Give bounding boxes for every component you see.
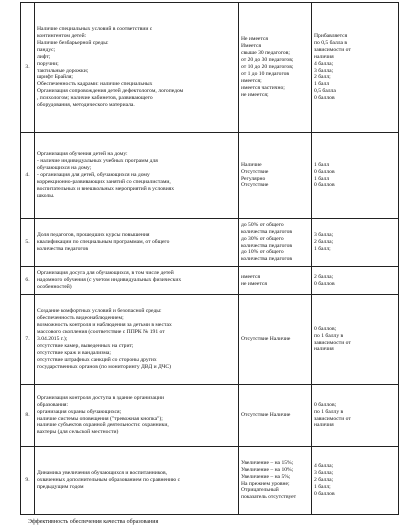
table-row xyxy=(21,267,399,295)
text-line: возможность контроля и наблюдения за детьми в местах xyxy=(37,322,172,329)
text-line: поручни; xyxy=(37,60,59,67)
criterion-cell xyxy=(35,447,239,515)
text-line: по 1 баллу в xyxy=(314,332,344,339)
text-line: Доля педагогов, прошедших курсы повышения xyxy=(37,232,150,239)
text-line: Организация обучения детей на дому: xyxy=(37,151,128,158)
text-line: 0 баллов xyxy=(314,490,335,497)
text-line: Прибавляется xyxy=(314,32,348,39)
text-line: 0 баллов; xyxy=(314,401,337,408)
text-line: не имеется xyxy=(241,280,267,287)
score-cell xyxy=(312,447,399,515)
row-number: 9. xyxy=(21,447,35,515)
score-cell xyxy=(312,133,399,219)
text-line: Динамика увеличения обучающихся и воспитанников, xyxy=(37,470,167,477)
text-line: Наличие безбарьерной среды: xyxy=(37,39,109,46)
text-line: по 1 баллу в xyxy=(314,408,344,415)
text-line: воспитательных и внешкольных мероприятий в условиях xyxy=(37,185,175,192)
text-line: вахтеры (для сельской местности) xyxy=(37,429,119,436)
text-line: от 10 до 20 педагогов; xyxy=(241,64,294,71)
text-line: 2 балл; xyxy=(314,74,331,81)
row-number: 5. xyxy=(21,219,35,267)
text-line: предыдущим годом xyxy=(37,483,84,490)
text-line: 0 баллов xyxy=(314,182,335,189)
options-cell xyxy=(239,3,312,133)
text-line: оборудования, методического материала. xyxy=(37,102,135,109)
text-line: Не имеется xyxy=(241,36,268,43)
text-line: 1 балл; xyxy=(314,245,331,252)
table-row xyxy=(21,295,399,385)
text-line: имеется xyxy=(241,273,261,280)
criteria-table xyxy=(20,2,399,515)
table-row xyxy=(21,385,399,447)
text-line: отсутствие камер, выведенных на стрит; xyxy=(37,342,134,349)
text-line: квалификации по специальным программам, от общего xyxy=(37,239,170,246)
text-line: от 20 до 30 педагогов; xyxy=(241,57,294,64)
text-line: лифт; xyxy=(37,53,51,60)
text-line: Наличие xyxy=(241,161,262,168)
text-line: - наличие индивидуальных учебных программ для xyxy=(37,158,158,165)
text-line: имеется; xyxy=(241,77,262,84)
text-line: 1 балл xyxy=(314,175,330,182)
text-line: 1 балл; xyxy=(314,483,331,490)
text-line: коррекционно-развивающих занятий со специалистами, xyxy=(37,178,171,185)
row-number: 6. xyxy=(21,267,35,295)
options-cell xyxy=(239,267,312,295)
row-number: 4. xyxy=(21,133,35,219)
text-line: массового скопления (соответствие с ППРК № 191 от xyxy=(37,329,165,336)
table-row xyxy=(21,133,399,219)
text-line: отсутствие штрафных санкций со стороны других xyxy=(37,356,157,363)
text-line: Наличие специальных условий в соответствии с xyxy=(37,26,153,33)
text-line: до 10% от общего xyxy=(241,249,284,256)
text-line: до 50% от общего xyxy=(241,221,284,228)
text-line: наличия xyxy=(314,53,334,60)
text-line: количества педагогов xyxy=(241,228,293,235)
text-line: Создание комфортных условий и безопасной среды: xyxy=(37,308,162,315)
score-cell xyxy=(312,267,399,295)
text-line: организация охраны обучающихся; xyxy=(37,408,122,415)
text-line: обеспеченность видеонаблюдением; xyxy=(37,315,124,322)
text-line: Организация контроля доступа в здание организации xyxy=(37,394,164,401)
text-line: зависимости от xyxy=(314,46,351,53)
text-line: особенностей) xyxy=(37,283,72,290)
text-line: 3.04.2015 г.); xyxy=(37,336,68,343)
table-row xyxy=(21,3,399,133)
text-line: - организация для детей, обучающихся на дому xyxy=(37,172,150,179)
options-cell xyxy=(239,219,312,267)
criterion-cell xyxy=(35,267,239,295)
text-line: 4 балла; xyxy=(314,463,334,470)
text-line: количества педагогов xyxy=(37,245,89,252)
text-line: Отсутствие xyxy=(241,182,269,189)
text-line: количества педагогов xyxy=(241,256,293,263)
text-line: по 0,5 балла в xyxy=(314,39,348,46)
text-line: не имеется; xyxy=(241,91,269,98)
text-line: свыше 30 педагогов; xyxy=(241,50,290,57)
text-line: наличия xyxy=(314,346,334,353)
text-line: Увеличение – на 15%; xyxy=(241,459,294,466)
text-line: наличие субъектов охранной деятельности: охранники, xyxy=(37,422,169,429)
row-number: 7. xyxy=(21,295,35,385)
text-line: 0,5 балла xyxy=(314,88,336,95)
text-line: от 1 до 10 педагогов xyxy=(241,70,290,77)
text-line: имеется частично; xyxy=(241,84,285,91)
options-cell xyxy=(239,447,312,515)
score-cell xyxy=(312,295,399,385)
text-line: 0 баллов xyxy=(314,280,335,287)
text-line: 3 балла; xyxy=(314,232,334,239)
text-line: контингентом детей: xyxy=(37,32,87,39)
criterion-cell xyxy=(35,3,239,133)
section-footer: Эффективность обеспечения качества образования xyxy=(28,519,159,525)
text-line: Увеличение – на 10%; xyxy=(241,466,294,473)
options-cell xyxy=(239,385,312,447)
text-line: отсутствие краж и вандализма; xyxy=(37,349,111,356)
table-row xyxy=(21,447,399,515)
text-line: Имеется xyxy=(241,43,262,50)
text-line: 2 балла; xyxy=(314,239,334,246)
score-cell xyxy=(312,385,399,447)
text-line: 4 балла; xyxy=(314,60,334,67)
text-line: Отсутствие Наличие xyxy=(241,412,291,419)
text-line: школы. xyxy=(37,192,55,199)
score-cell xyxy=(312,3,399,133)
text-line: охваченных дополнительным образованием по сравнению с xyxy=(37,477,181,484)
text-line: зависимости от xyxy=(314,339,351,346)
text-line: Отсутствие xyxy=(241,168,269,175)
criterion-cell xyxy=(35,295,239,385)
text-line: На прежнем уровне; xyxy=(241,480,290,487)
text-line: 3 балла; xyxy=(314,67,334,74)
options-cell xyxy=(239,295,312,385)
text-line: показатель отсутствует xyxy=(241,494,297,501)
table-row xyxy=(21,219,399,267)
text-line: Обеспеченность кадрами: наличие специальных xyxy=(37,81,153,88)
text-line: обучающихся на дому; xyxy=(37,165,92,172)
text-line: 3 балла; xyxy=(314,470,334,477)
text-line: Организация досуга для обучающихся, в том числе детей xyxy=(37,270,174,277)
text-line: наличия xyxy=(314,422,334,429)
options-cell xyxy=(239,133,312,219)
text-line: , психологом; наличие кабинетов, развивающего xyxy=(37,95,153,102)
text-line: Отрицательный xyxy=(241,487,279,494)
text-line: тактильные дорожки; xyxy=(37,67,89,74)
criterion-cell xyxy=(35,219,239,267)
row-number: 8. xyxy=(21,385,35,447)
text-line: надомного обучения (с учетом индивидуальных физических xyxy=(37,277,182,284)
text-line: зависимости от xyxy=(314,415,351,422)
text-line: шрифт Брайля; xyxy=(37,74,73,81)
text-line: Отсутствие Наличие xyxy=(241,336,291,343)
criterion-cell xyxy=(35,385,239,447)
text-line: количества педагогов xyxy=(241,242,293,249)
text-line: Увеличение – на 5%; xyxy=(241,473,291,480)
text-line: 0 баллов; xyxy=(314,325,337,332)
text-line: Организация сопровождения детей дефектологом, логопедом xyxy=(37,88,184,95)
text-line: 0 баллов xyxy=(314,95,335,102)
text-line: 2 балла; xyxy=(314,477,334,484)
text-line: 2 балла; xyxy=(314,273,334,280)
text-line: образования: xyxy=(37,401,69,408)
text-line: до 30% от общего xyxy=(241,235,284,242)
text-line: 1 балл xyxy=(314,161,330,168)
score-cell xyxy=(312,219,399,267)
row-number: 3. xyxy=(21,3,35,133)
text-line: наличие системы оповещения ("тревожная кнопка"); xyxy=(37,415,163,422)
criterion-cell xyxy=(35,133,239,219)
text-line: государственных органов (по мониторингу ДВД и ДЧС) xyxy=(37,363,172,370)
text-line: 0 баллов xyxy=(314,168,335,175)
text-line: Регулярно xyxy=(241,175,266,182)
text-line: 1 балл xyxy=(314,81,330,88)
text-line: пандус; xyxy=(37,46,56,53)
